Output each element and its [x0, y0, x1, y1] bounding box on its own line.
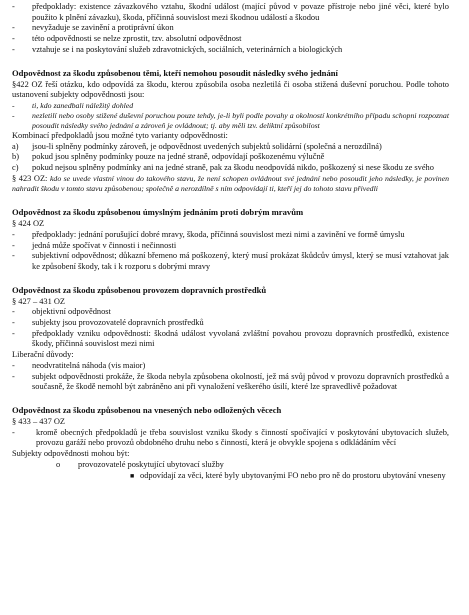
intro-list — [12, 2, 449, 56]
list-item: - předpoklady: jednání porušující dobré mravy, škoda, příčinná souvislost mezi nimi a zavinění ve formě úmyslu — [12, 229, 405, 239]
list-item: - kromě obecných předpokladů je třeba souvislost vzniku škody s činností spočívající v poskytování ubytovacích služeb, provozu garáží nebo provozů obdobného druhu nebo s činností, která je obvykle spojena s odkládáním věcí — [12, 427, 449, 448]
list-item: - předpoklady vzniku odpovědnosti: škodná událost vyvolaná zvláštní povahou provozu dopravních prostředků, existence škody, příčinná souvislost mezi nimi — [12, 328, 449, 349]
sub-list-item: o provozovatelé poskytující ubytovací služby — [56, 459, 224, 469]
paragraph: Kombinací předpokladů jsou možné tyto varianty odpovědnosti: — [12, 130, 228, 140]
section-heading: Odpovědnost za škodu způsobenou provozem dopravních prostředků — [12, 284, 267, 295]
list-item: - vztahuje se i na poskytování služeb zdravotnických, sociálních, veterinárních a biologických — [12, 44, 343, 54]
section-heading: Odpovědnost za škodu způsobenou úmyslným jednáním proti dobrým mravům — [12, 207, 304, 218]
list-item: - předpoklady: existence závazkového vztahu, škodní událost (mající původ v povaze přístroje nebo jiné věci, které bylo použito k plnění závazku), škoda, příčinná souvislost mezi škodnou událostí a škodou — [12, 2, 449, 22]
law-reference: § 424 OZ — [12, 219, 45, 229]
section-vnesene-veci — [12, 405, 449, 481]
list-item: - neodvratitelná náhoda (vis maior) — [12, 360, 146, 370]
paragraph: Subjekty odpovědnosti mohou být: — [12, 449, 130, 459]
lettered-item: a) jsou-li splněny podmínky zároveň, je odpovědnost uvedených subjektů solidární (společná a nerozdílná) — [12, 141, 382, 151]
law-reference: § 427 – 431 OZ — [12, 296, 66, 306]
list-item: - nezletilí nebo osoby stižené duševní poruchou pouze tehdy, je-li byli podle povahy a okolností konkrétního případu schopni rozpoznat posoudit následky svého jednání a zároveň je ovládnout; tj. aby měli tzv. deliktní způsobilost — [12, 110, 449, 130]
paragraph: § 423 OZ: kdo se uvede vlastní vinou do takového stavu, že není schopen ovládnout své jednání nebo posoudit jeho následky, je povinen nahradit škodu v tomto stavu způsobenou; společně a nerozdílně s ním odpovídají ti, kteří jej do tohoto stavu přivedli — [12, 173, 449, 194]
section-heading: Odpovědnost za škodu způsobenou těmi, kteří nemohou posoudit následky svého jednání — [12, 67, 338, 78]
section-dobre-mravy — [12, 207, 449, 273]
lettered-item: b) pokud jsou splněny podmínky pouze na jedné straně, odpovídají poškozenému výlučně — [12, 152, 325, 162]
list-item: - objektivní odpovědnost — [12, 307, 111, 317]
section-doprava — [12, 285, 449, 393]
sub-sub-list-item: ■ odpovídají za věci, které byly ubytovanými FO nebo pro ně do prostoru ubytování vneseny — [130, 470, 446, 480]
paragraph: Liberační důvody: — [12, 350, 74, 360]
list-item: - jedná může spočívat v činnosti i nečinnosti — [12, 240, 177, 250]
list-item: - této odpovědnosti se nelze zprostit, tzv. absolutní odpovědnost — [12, 34, 242, 44]
lettered-item: c) pokud nejsou splněny podmínky ani na jedné straně, pak za škodu neodpovídá nikdo, poškozený si nese škodu ze svého — [12, 163, 434, 173]
section-nezletili — [12, 68, 449, 196]
list-item: - nevyžaduje se zavinění a protiprávní úkon — [12, 23, 174, 33]
law-reference: § 433 – 437 OZ — [12, 416, 66, 426]
list-item: - subjektivní odpovědnost; důkazní břemeno má poškozený, který musí prokázat škůdcův úmysl, který se musí vztahovat jak ke způsobení škody, tak i k rozporu s dobrými mravy — [12, 251, 449, 271]
list-item: - subjekt odpovědnosti prokáže, že škoda nebyla způsobena okolností, jež má svůj původ v provozu dopravních prostředků a současně, že škodě nemohl být zabráněno ani při vynaložení veškerého úsilí, které lze spravedlivě požadovat — [12, 371, 449, 392]
list-item: - ti, kdo zanedbali náležitý dohled — [12, 100, 134, 110]
section-heading: Odpovědnost za škodu způsobenou na vnesených nebo odložených věcech — [12, 404, 282, 415]
paragraph: §422 OZ řeší otázku, kdo odpovídá za škodu, kterou způsobila osoba nezletilá či osoba stižená duševní poruchou. Podle tohoto ustanovení subjekty odpovědnosti jsou: — [12, 79, 449, 100]
list-item: - subjekty jsou provozovatelé dopravních prostředků — [12, 318, 204, 328]
